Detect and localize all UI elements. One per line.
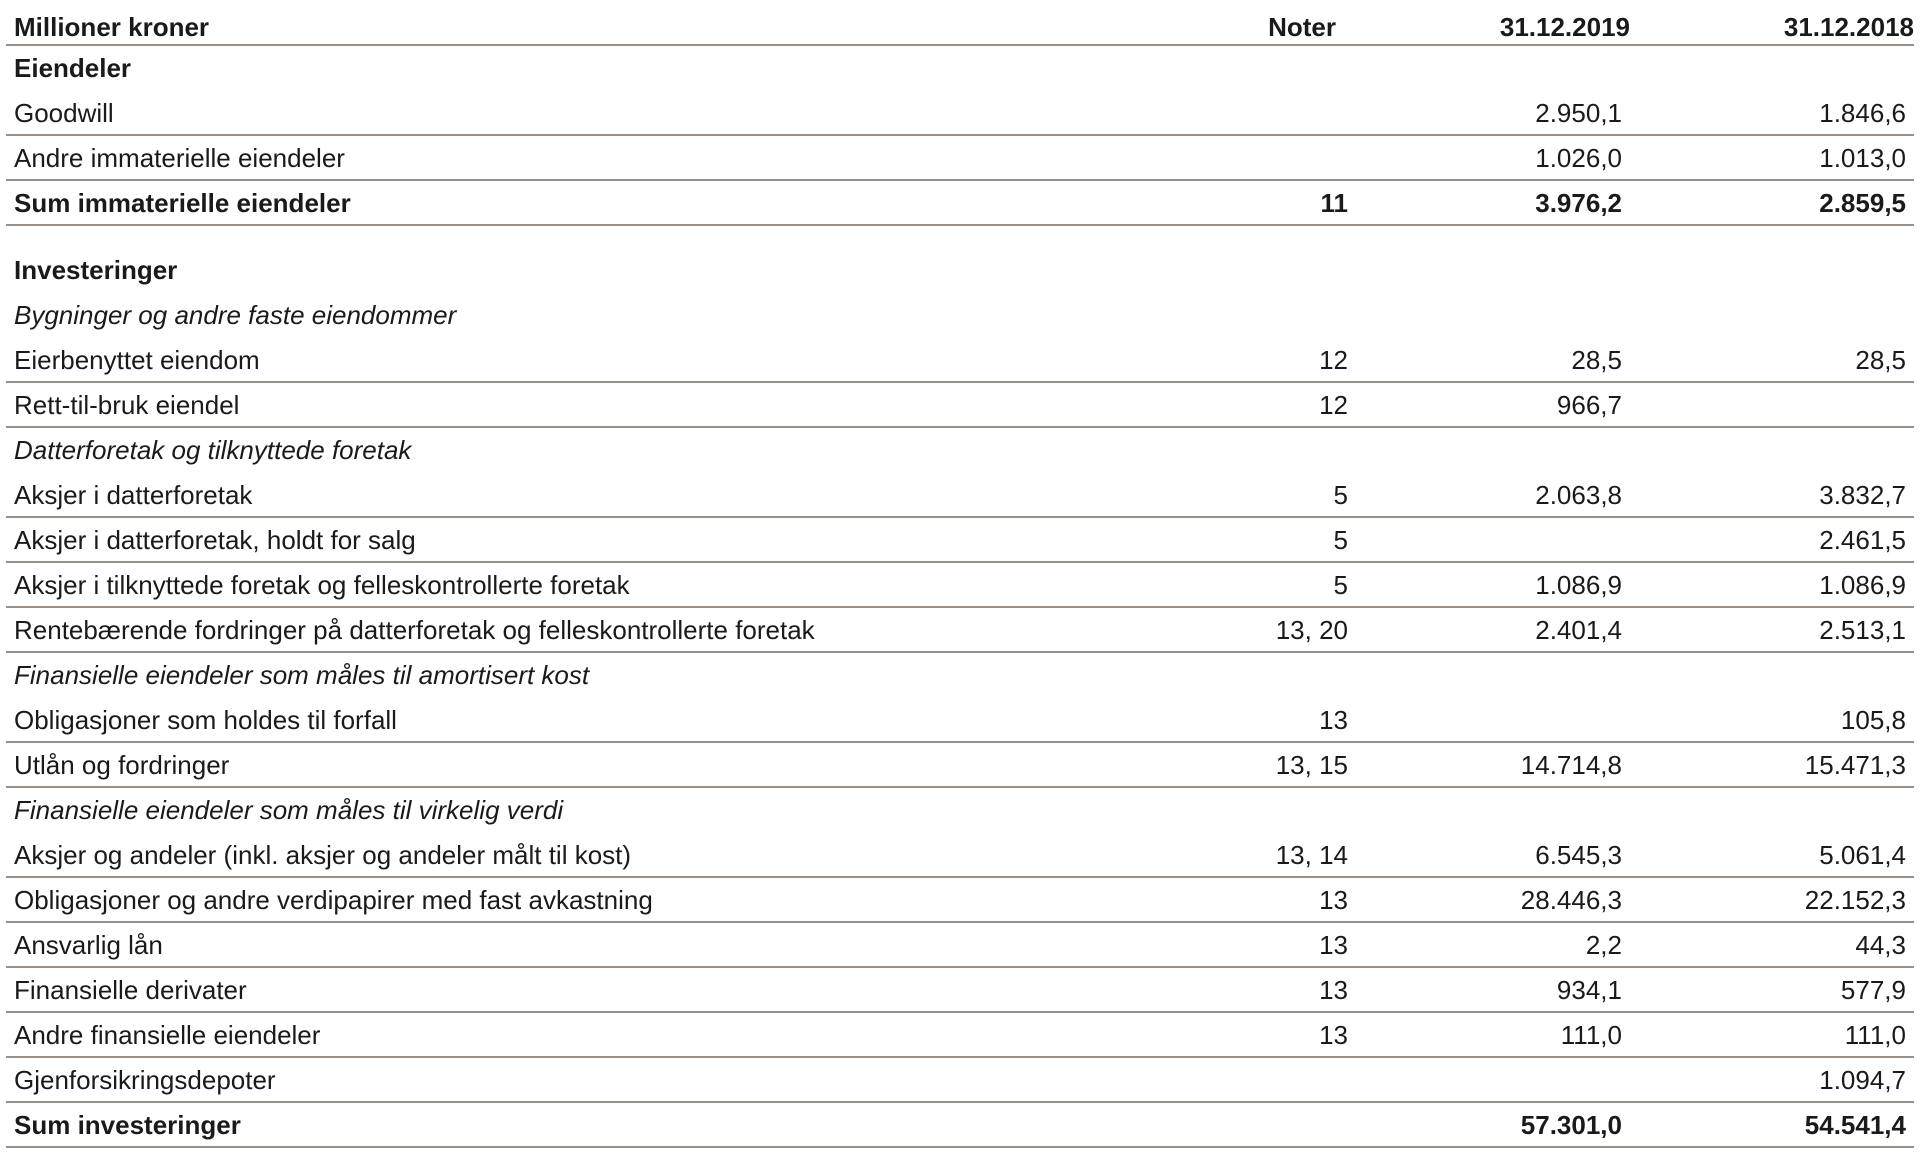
row-note: 12 bbox=[1319, 390, 1348, 420]
row-value-2018: 54.541,4 bbox=[1804, 1110, 1906, 1140]
table-row bbox=[6, 1013, 1914, 1058]
row-label: Aksjer i tilknyttede foretak og felleskontrollerte foretak bbox=[14, 570, 630, 600]
row-label: Finansielle eiendeler som måles til amortisert kost bbox=[14, 660, 590, 690]
row-value-2019: 6.545,3 bbox=[1535, 840, 1622, 870]
subsection-heading bbox=[6, 428, 1914, 473]
header-notes: Noter bbox=[1268, 12, 1336, 42]
row-value-2018: 44,3 bbox=[1855, 930, 1906, 960]
row-value-2018: 1.094,7 bbox=[1819, 1065, 1906, 1095]
table-row bbox=[6, 91, 1914, 136]
row-note: 13, 14 bbox=[1275, 840, 1348, 870]
row-value-2018: 2.513,1 bbox=[1819, 615, 1906, 645]
row-value-2018: 1.013,0 bbox=[1819, 143, 1906, 173]
subsection-heading bbox=[6, 653, 1914, 698]
row-value-2019: 111,0 bbox=[1560, 1020, 1622, 1050]
row-value-2019: 1.026,0 bbox=[1535, 143, 1622, 173]
subsection-heading bbox=[6, 788, 1914, 833]
sum-row bbox=[6, 181, 1914, 226]
table-row bbox=[6, 383, 1914, 428]
table-row bbox=[6, 563, 1914, 608]
row-label: Andre immaterielle eiendeler bbox=[14, 143, 345, 173]
row-value-2018: 1.086,9 bbox=[1819, 570, 1906, 600]
header-year-2019: 31.12.2019 bbox=[1499, 12, 1630, 42]
table-row bbox=[6, 833, 1914, 878]
row-value-2018: 105,8 bbox=[1840, 705, 1906, 735]
row-value-2019: 2.401,4 bbox=[1535, 615, 1622, 645]
row-label: Finansielle eiendeler som måles til virkelig verdi bbox=[14, 795, 564, 825]
row-note: 13, 15 bbox=[1275, 750, 1348, 780]
row-label: Eierbenyttet eiendom bbox=[14, 345, 260, 375]
row-label: Datterforetak og tilknyttede foretak bbox=[14, 435, 412, 465]
row-note: 13 bbox=[1319, 975, 1348, 1005]
row-value-2018: 28,5 bbox=[1855, 345, 1906, 375]
row-note: 13 bbox=[1319, 930, 1348, 960]
row-value-2019: 2,2 bbox=[1585, 930, 1622, 960]
subsection-heading bbox=[6, 293, 1914, 338]
row-value-2018: 111,0 bbox=[1844, 1020, 1906, 1050]
row-value-2018: 3.832,7 bbox=[1819, 480, 1906, 510]
row-value-2018: 577,9 bbox=[1840, 975, 1906, 1005]
row-label: Sum immaterielle eiendeler bbox=[14, 188, 351, 218]
row-label: Gjenforsikringsdepoter bbox=[14, 1065, 276, 1095]
row-label: Ansvarlig lån bbox=[14, 930, 163, 960]
row-label: Aksjer i datterforetak bbox=[14, 480, 253, 510]
balance-table bbox=[6, 0, 1914, 1148]
row-note: 5 bbox=[1333, 480, 1348, 510]
section-heading bbox=[6, 248, 1914, 293]
row-value-2019: 57.301,0 bbox=[1520, 1110, 1622, 1140]
table-row bbox=[6, 518, 1914, 563]
row-value-2018: 15.471,3 bbox=[1804, 750, 1906, 780]
row-label: Rentebærende fordringer på datterforetak og felleskontrollerte foretak bbox=[14, 615, 815, 645]
row-value-2019: 3.976,2 bbox=[1535, 188, 1622, 218]
table-row bbox=[6, 473, 1914, 518]
row-value-2019: 966,7 bbox=[1556, 390, 1622, 420]
row-label: Aksjer i datterforetak, holdt for salg bbox=[14, 525, 416, 555]
sum-row bbox=[6, 1103, 1914, 1148]
table-row bbox=[6, 1058, 1914, 1103]
row-note: 5 bbox=[1333, 570, 1348, 600]
row-label: Investeringer bbox=[14, 255, 178, 285]
row-note: 13 bbox=[1319, 1020, 1348, 1050]
table-row bbox=[6, 878, 1914, 923]
row-label: Rett-til-bruk eiendel bbox=[14, 390, 240, 420]
row-note: 5 bbox=[1333, 525, 1348, 555]
table-row bbox=[6, 968, 1914, 1013]
row-value-2018: 2.859,5 bbox=[1819, 188, 1906, 218]
table-row bbox=[6, 743, 1914, 788]
table-row bbox=[6, 136, 1914, 181]
table-row bbox=[6, 608, 1914, 653]
row-label: Bygninger og andre faste eiendommer bbox=[14, 300, 457, 330]
row-note: 11 bbox=[1320, 188, 1348, 218]
row-label: Andre finansielle eiendeler bbox=[14, 1020, 321, 1050]
row-label: Obligasjoner som holdes til forfall bbox=[14, 705, 397, 735]
row-value-2019: 934,1 bbox=[1556, 975, 1622, 1005]
row-label: Utlån og fordringer bbox=[14, 750, 230, 780]
row-label: Aksjer og andeler (inkl. aksjer og andeler målt til kost) bbox=[14, 840, 632, 870]
header-year-2018: 31.12.2018 bbox=[1783, 12, 1914, 42]
row-value-2018: 1.846,6 bbox=[1819, 98, 1906, 128]
row-value-2019: 2.063,8 bbox=[1535, 480, 1622, 510]
section-heading bbox=[6, 46, 1914, 91]
row-value-2019: 2.950,1 bbox=[1535, 98, 1622, 128]
table-row bbox=[6, 338, 1914, 383]
row-note: 13 bbox=[1319, 705, 1348, 735]
row-value-2019: 28,5 bbox=[1571, 345, 1622, 375]
row-label: Goodwill bbox=[14, 98, 114, 128]
table-row bbox=[6, 923, 1914, 968]
row-value-2018: 2.461,5 bbox=[1819, 525, 1906, 555]
row-value-2018: 22.152,3 bbox=[1804, 885, 1906, 915]
table-header bbox=[6, 0, 1914, 46]
row-value-2018: 5.061,4 bbox=[1819, 840, 1906, 870]
row-value-2019: 28.446,3 bbox=[1520, 885, 1622, 915]
table-row bbox=[6, 698, 1914, 743]
header-label: Millioner kroner bbox=[14, 12, 210, 42]
row-note: 13 bbox=[1319, 885, 1348, 915]
row-note: 13, 20 bbox=[1275, 615, 1348, 645]
row-label: Eiendeler bbox=[14, 53, 132, 83]
row-value-2019: 1.086,9 bbox=[1535, 570, 1622, 600]
row-note: 12 bbox=[1319, 345, 1348, 375]
row-value-2019: 14.714,8 bbox=[1520, 750, 1622, 780]
row-label: Sum investeringer bbox=[14, 1110, 241, 1140]
row-label: Obligasjoner og andre verdipapirer med fast avkastning bbox=[14, 885, 653, 915]
row-label: Finansielle derivater bbox=[14, 975, 247, 1005]
